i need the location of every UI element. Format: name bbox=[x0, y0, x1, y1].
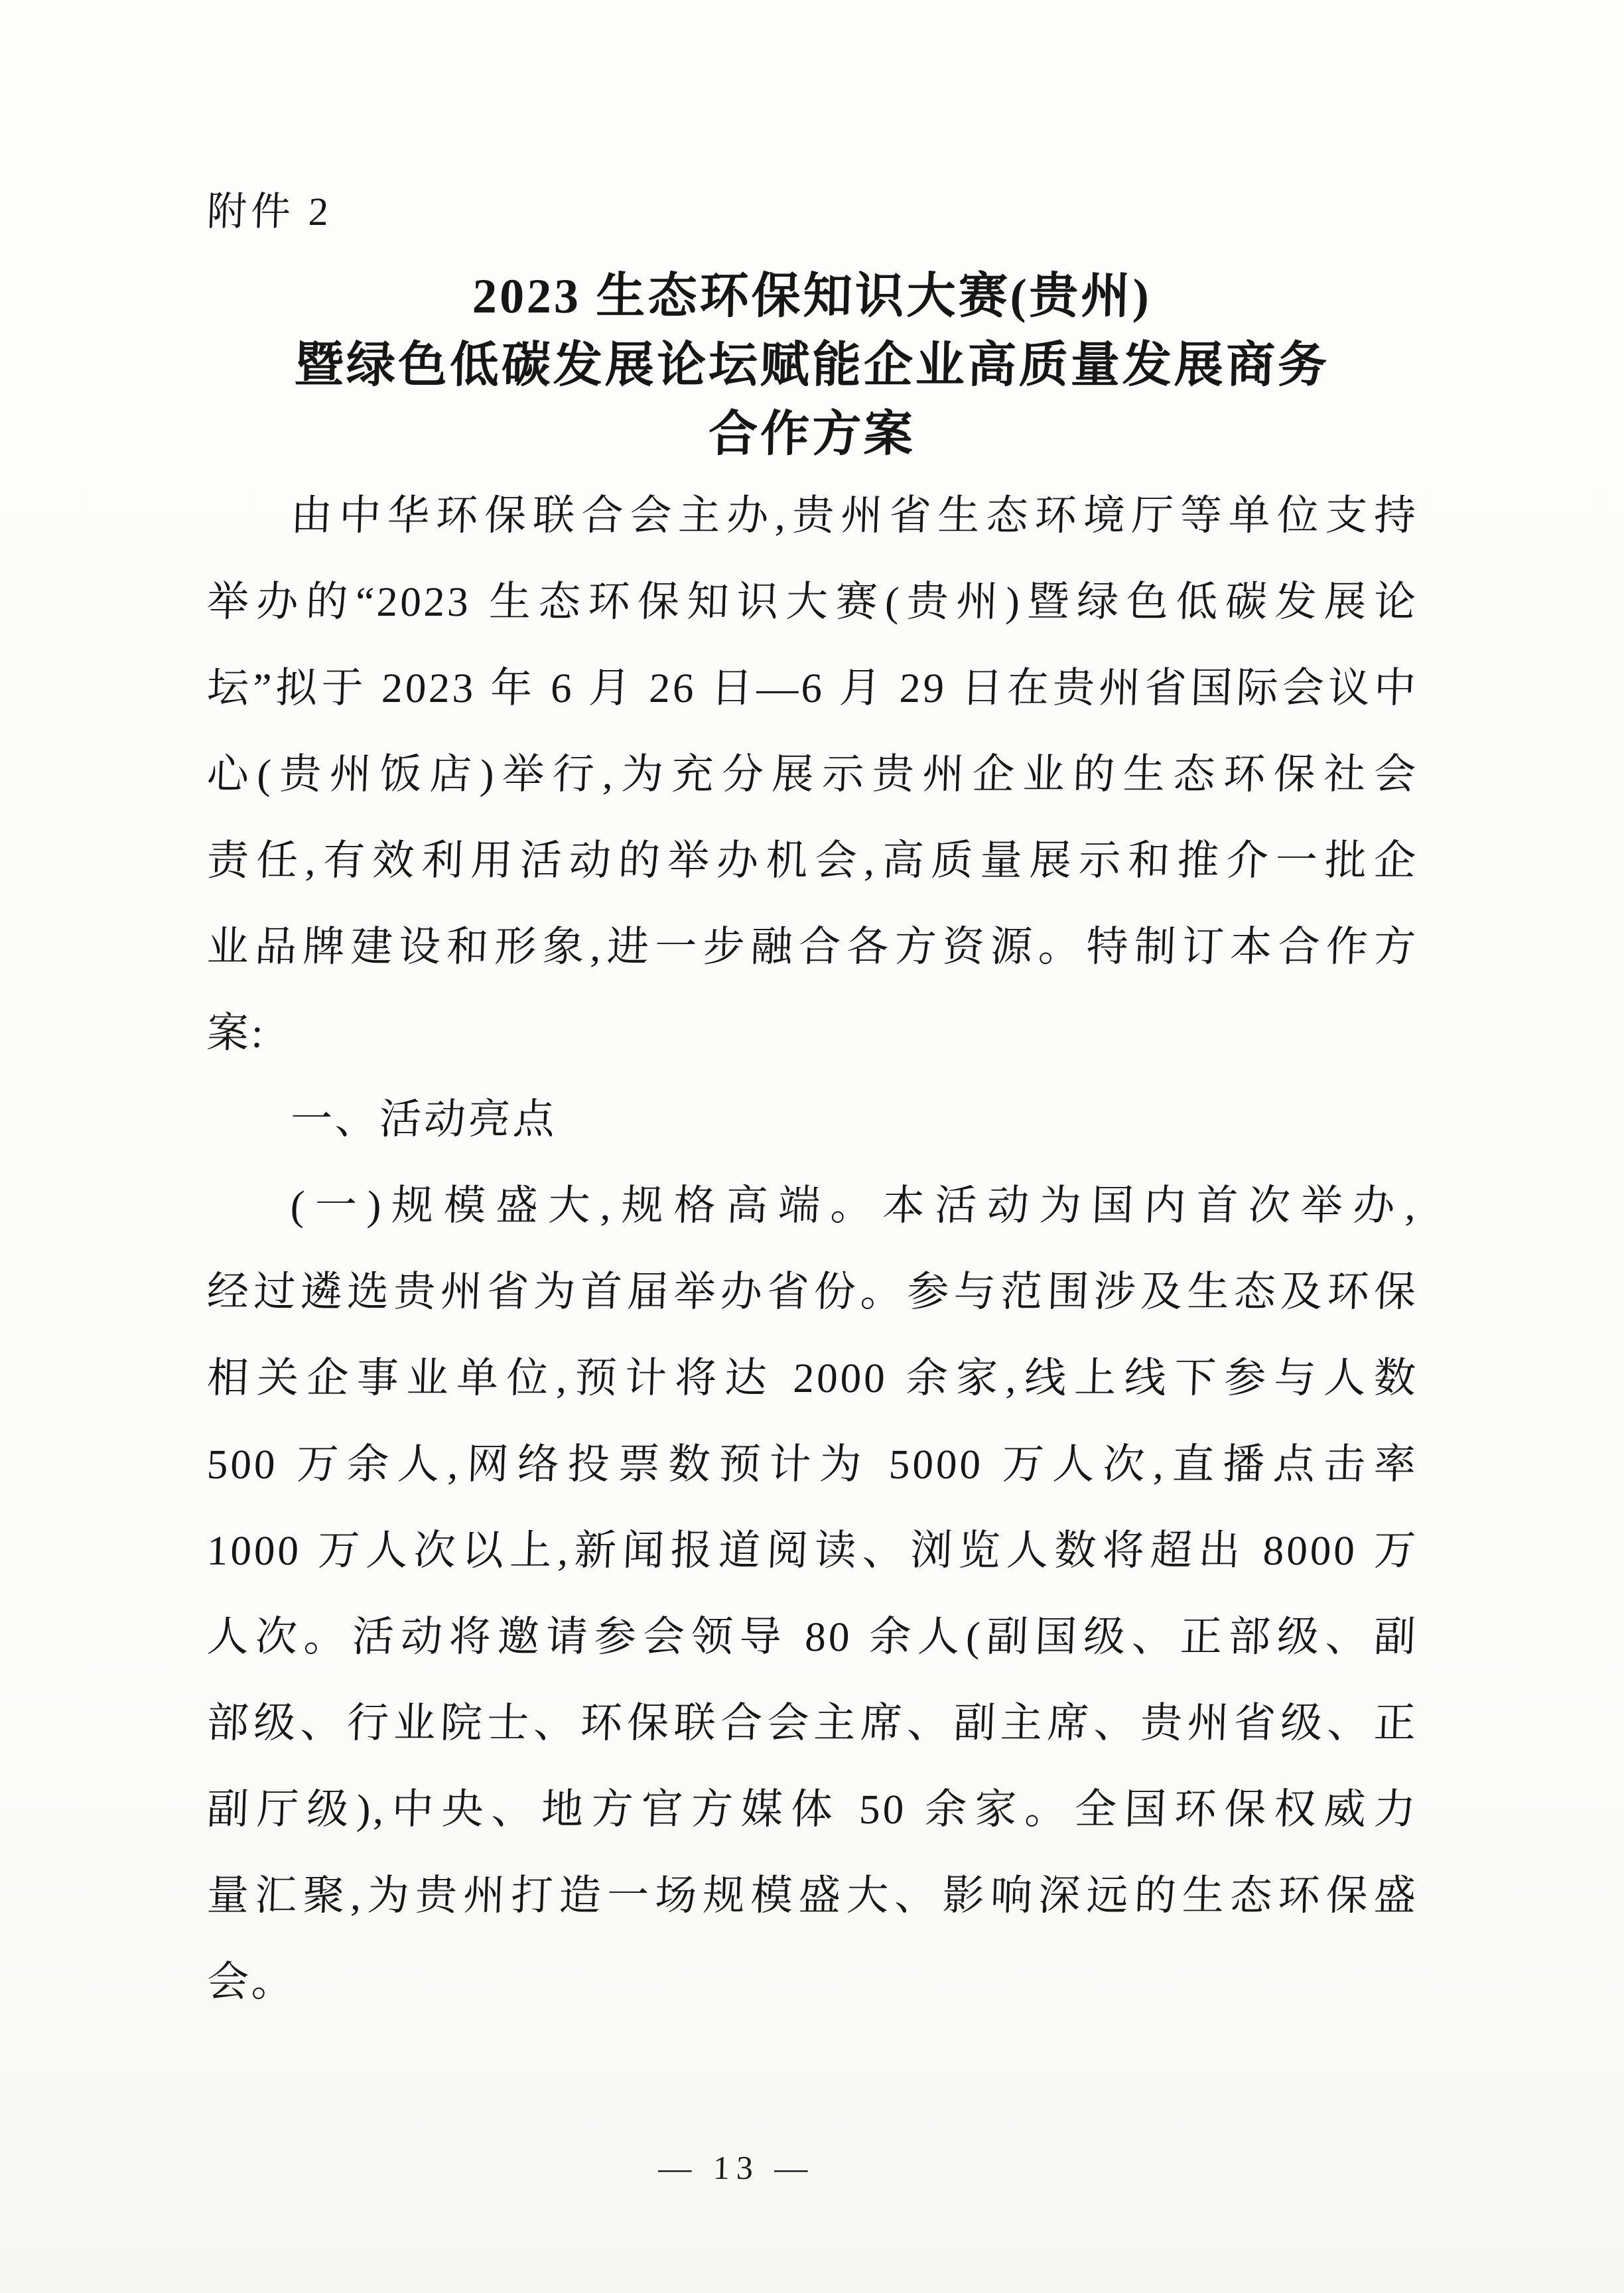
text-line: 人次。活动将邀请参会领导 80 余人(副国级、正部级、副 bbox=[206, 1614, 1420, 1660]
text-line: 量汇聚,为贵州打造一场规模盛大、影响深远的生态环保盛 bbox=[206, 1872, 1420, 1919]
text-line: 部级、行业院士、环保联合会主席、副主席、贵州省级、正 bbox=[206, 1700, 1420, 1746]
text-line: 1000 万人次以上,新闻报道阅读、浏览人数将超出 8000 万 bbox=[206, 1527, 1420, 1574]
text-line: 经过遴选贵州省为首届举办省份。参与范围涉及生态及环保 bbox=[206, 1269, 1420, 1315]
text-line: 业品牌建设和形象,进一步融合各方资源。特制订本合作方 bbox=[206, 924, 1420, 970]
text-line: 相关企事业单位,预计将达 2000 余家,线上线下参与人数 bbox=[206, 1355, 1420, 1401]
document-title-line-1: 2023 生态环保知识大赛(贵州) bbox=[472, 269, 1152, 324]
document-title-line-2: 暨绿色低碳发展论坛赋能企业高质量发展商务 bbox=[294, 338, 1330, 393]
text-line: 副厅级),中央、地方官方媒体 50 余家。全国环保权威力 bbox=[206, 1786, 1420, 1833]
text-line: 举办的“2023 生态环保知识大赛(贵州)暨绿色低碳发展论 bbox=[206, 579, 1420, 625]
text-line: (一)规模盛大,规格高端。本活动为国内首次举办, bbox=[289, 1182, 1420, 1229]
text-line: 心(贵州饭店)举行,为充分展示贵州企业的生态环保社会 bbox=[206, 751, 1420, 798]
text-line: 责任,有效利用活动的举办机会,高质量展示和推介一批企 bbox=[206, 837, 1420, 884]
attachment-label: 附件 2 bbox=[206, 190, 334, 234]
section-heading: 一、活动亮点 bbox=[289, 1096, 559, 1143]
document-body bbox=[207, 472, 1418, 2025]
text-line: 由中华环保联合会主办,贵州省生态环境厅等单位支持 bbox=[289, 492, 1420, 539]
document-title-line-3: 合作方案 bbox=[708, 407, 916, 462]
text-line: 坛”拟于 2023 年 6 月 26 日—6 月 29 日在贵州省国际会议中 bbox=[206, 665, 1420, 711]
text-line: 500 万余人,网络投票数预计为 5000 万人次,直播点击率 bbox=[206, 1441, 1420, 1488]
text-line: 会。 bbox=[206, 1959, 297, 2005]
document-title bbox=[207, 262, 1417, 469]
text-line: 案: bbox=[206, 1010, 267, 1056]
page-number: — 13 — bbox=[657, 2149, 815, 2186]
